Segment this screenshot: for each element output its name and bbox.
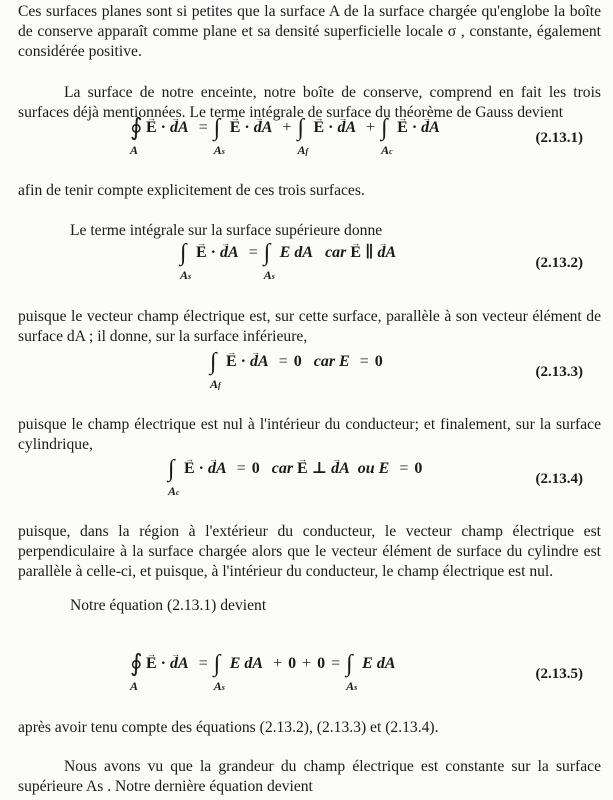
paragraph-9: après avoir tenu compte des équations (2.13.2), (2.13.3) et (2.13.4). [18,719,439,736]
paragraph-5: puisque le vecteur champ électrique est, sur cette surface, parallèle à son vecteur élément de surface dA ; il donne, sur la surface inférieure, [18,308,601,345]
equation-number: (2.13.5) [535,666,583,682]
equation-number: (2.13.2) [535,255,583,271]
paragraph-7: puisque, dans la région à l'extérieur du conducteur, le vecteur champ électrique est perpendiculaire à la surface chargée alors que le vecteur élément de surface du cylindre est parallèle à celle-ci, et puisque, à l'intérieur du conducteur, le champ électrique est nul. [18,523,601,580]
equation-number: (2.13.1) [535,130,583,146]
equation-2-13-1 [0,115,613,162]
equation-number: (2.13.3) [535,364,583,380]
equation-body: ∮ A → E · → dA = ∫ As → E · → dA + ∫ Af → E · → dA + ∫ Ac → E · → dA [130,118,440,138]
equation-2-13-2 [0,240,613,287]
paragraph-8: Notre équation (2.13.1) devient [70,597,267,614]
paragraph-3: afin de tenir compte explicitement de ces trois surfaces. [18,182,365,199]
equation-body: ∫ As → E · → dA = ∫ As E dA car → E ∥ → dA [180,243,396,263]
equation-2-13-5 [0,651,613,698]
paragraph-6: puisque le champ électrique est nul à l'intérieur du conducteur; et finalement, sur la surface cylindrique, [18,416,601,453]
paragraph-1: Ces surfaces planes sont si petites que la surface A de la surface chargée qu'englobe la boîte de conserve apparaît comme plane et sa densité superficielle locale σ , constante, également considérée positive. [18,3,601,60]
equation-body: ∫ Af → E · → dA = 0 car E = 0 [210,352,383,372]
equation-body: ∮ A → E · → dA = ∫ As E dA + 0 + 0 = ∫ As E dA [130,654,396,674]
equation-2-13-3 [0,349,613,396]
equation-number: (2.13.4) [535,471,583,487]
paragraph-10: Nous avons vu que la grandeur du champ électrique est constante sur la surface supérieure As . Notre dernière équation devient [18,758,601,795]
paragraph-4: Le terme intégrale sur la surface supérieure donne [70,222,383,239]
equation-body: ∫ Ac → E · → dA = 0 car → E ⊥ → dA ou E = 0 [168,459,422,479]
equation-2-13-4 [0,456,613,503]
paragraph-2: La surface de notre enceinte, notre boîte de conserve, comprend en fait les trois surfaces déjà mentionnées. Le terme intégrale de surface du théorème de Gauss devient [18,84,601,121]
